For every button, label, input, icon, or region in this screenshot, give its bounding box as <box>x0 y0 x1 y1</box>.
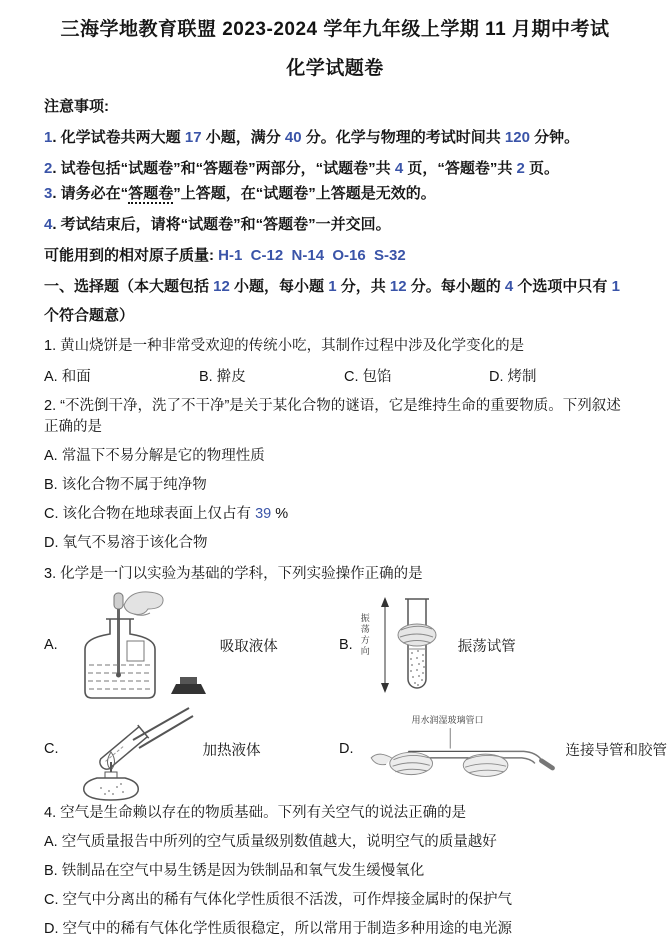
figure-d-label: D. <box>339 741 354 757</box>
q1-option-a: A. 和面 <box>44 369 91 385</box>
q4-option-b: B. 铁制品在空气中易生锈是因为铁制品和氧气发生缓慢氧化 <box>44 863 425 879</box>
figure-c <box>44 701 339 797</box>
page-title-line2: 化学试题卷 <box>286 58 384 79</box>
figure-b <box>339 589 626 701</box>
figure-d-annotation: 用水润湿玻璃管口 <box>411 714 484 725</box>
q2-option-d: D. 氧气不易溶于该化合物 <box>44 535 208 551</box>
section-1-header: 一、选择题（本大题包括 12 小题，每小题 1 分，共 12 分。每小题的 4 个选项中只有 1 个符合题意） <box>44 278 625 324</box>
figure-a-label: A. <box>44 637 58 653</box>
question-1-options <box>44 365 626 386</box>
figure-a <box>44 589 339 701</box>
q1-option-b: B. 擀皮 <box>199 369 246 385</box>
q4-option-d: D. 空气中的稀有气体化学性质很稳定，所以常用于制造多种用途的电光源 <box>44 921 513 937</box>
q1-option-d: D. 烤制 <box>489 369 537 385</box>
q2-option-c: C. 该化合物在地球表面上仅占有 39 % <box>44 506 289 522</box>
tube-connection-illustration <box>360 713 560 786</box>
notice-item-2: 2. 试卷包括“试题卷”和“答题卷”两部分，“试题卷”共 4 页，“答题卷”共 2 页。 <box>44 160 560 177</box>
figure-c-label: C. <box>44 741 59 757</box>
question-3-figures <box>44 589 667 797</box>
figure-b-label: B. <box>339 637 353 653</box>
notice-item-4: 4. 考试结束后，请将“试题卷”和“答题卷”一并交回。 <box>44 216 391 233</box>
figure-c-caption: 加热液体 <box>202 742 261 759</box>
q4-option-c: C. 空气中分离出的稀有气体化学性质很不活泼，可作焊接金属时的保护气 <box>44 892 513 908</box>
figure-b-annotation: 振荡方向 <box>359 613 370 657</box>
q2-option-a: A. 常温下不易分解是它的物理性质 <box>44 448 265 464</box>
atomic-mass-note: 可能用到的相对原子质量: H-1 C-12 N-14 O-16 S-32 <box>44 247 406 264</box>
figure-b-caption: 振荡试管 <box>457 638 516 655</box>
figure-a-caption: 吸取液体 <box>219 638 278 655</box>
notice-item-1: 1. 化学试卷共两大题 17 小题，满分 40 分。化学与物理的考试时间共 120 分钟。 <box>44 129 580 146</box>
question-2-text: 2. “不洗倒干净，洗了不干净”是关于某化合物的谜语，它是维持生命的重要物质。下列叙述正确的是 <box>44 398 621 435</box>
heating-liquid-illustration <box>65 700 197 798</box>
shake-test-tube-illustration <box>374 593 452 697</box>
q4-option-a: A. 空气质量报告中所列的空气质量级别数值越大，说明空气的质量越好 <box>44 834 497 850</box>
figure-d-caption: 连接导管和胶管 <box>565 742 667 759</box>
question-3-text: 3. 化学是一门以实验为基础的学科，下列实验操作正确的是 <box>44 566 423 582</box>
notice-heading: 注意事项: <box>44 98 109 115</box>
figure-d <box>339 701 667 797</box>
question-1-text: 1. 黄山烧饼是一种非常受欢迎的传统小吃，其制作过程中涉及化学变化的是 <box>44 338 525 354</box>
notice-item-3: 3. 请务必在“答题卷”上答题，在“试题卷”上答题是无效的。 <box>44 185 436 202</box>
question-4-text: 4. 空气是生命赖以存在的物质基础。下列有关空气的说法正确的是 <box>44 805 467 821</box>
q1-option-c: C. 包馅 <box>344 369 392 385</box>
page-title-line1: 三海学地教育联盟 2023-2024 学年九年级上学期 11 月期中考试 <box>60 19 610 40</box>
q2-option-b: B. 该化合物不属于纯净物 <box>44 477 207 493</box>
dropper-bottle-illustration <box>64 589 214 701</box>
